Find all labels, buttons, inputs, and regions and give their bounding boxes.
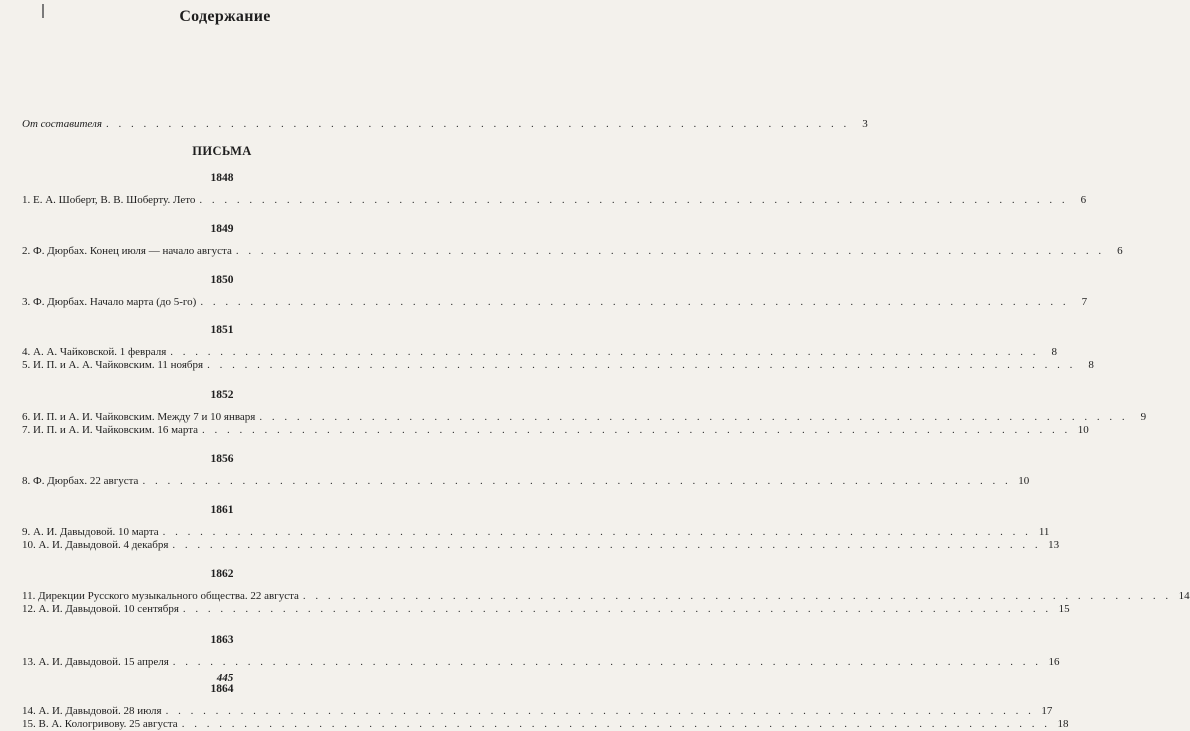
toc-entry [22, 296, 1088, 309]
year-group [22, 567, 1190, 616]
year-group [22, 388, 1147, 437]
toc-entry-label: 1. Е. А. Шоберт, В. В. Шоберту. Лето [22, 194, 196, 206]
toc-entry-page: 3 [862, 118, 868, 130]
leader-dots: . . . . . . . . . . . . . . . . . . . . . . . . . . . . . . . . . . . . . . . . . . . . . . . . . . . . . . . . . . . . . . . . . . . . . . [235, 245, 1105, 257]
toc-entry-page: 17 [1041, 705, 1053, 717]
toc-entry-label: 7. И. П. и А. И. Чайковским. 16 марта [22, 424, 199, 436]
leader-dots: . . . . . . . . . . . . . . . . . . . . . . . . . . . . . . . . . . . . . . . . . . . . . . . . . . . . . . . . . . . . . . . . . . . . . . [302, 590, 1172, 602]
year-heading: 1862 [210, 568, 234, 580]
year-group [22, 452, 1030, 488]
year-heading: 1851 [210, 324, 234, 336]
toc-entry-label: 4. А. А. Чайковской. 1 февраля [22, 346, 167, 358]
leader-dots: . . . . . . . . . . . . . . . . . . . . . . . . . . . . . . . . . . . . . . . . . . . . . . . . . . . . . . . . . . . . . . . . . . . . . . [165, 705, 1035, 717]
toc-entry-label: 5. И. П. и А. А. Чайковским. 11 ноября [22, 359, 204, 371]
table-of-contents [22, 118, 1190, 731]
toc-year-groups [22, 171, 1190, 731]
toc-entry [22, 590, 1190, 603]
toc-entry-label: 8. Ф. Дюрбах. 22 августа [22, 475, 139, 487]
leader-dots: . . . . . . . . . . . . . . . . . . . . . . . . . . . . . . . . . . . . . . . . . . . . . . . . . . . . . . . . . . . . . . . . . . . . . . [202, 424, 1071, 436]
year-heading: 1849 [210, 223, 234, 235]
toc-entry-page: 6 [1080, 194, 1087, 206]
year-heading: 1863 [210, 634, 234, 646]
year-group [22, 222, 1123, 258]
toc-entry [22, 424, 1089, 437]
toc-entry-label: 12. А. И. Давыдовой. 10 сентября [22, 603, 179, 615]
toc-entry-page: 18 [1057, 718, 1069, 730]
toc-entry-label: 15. В. А. Кологривову. 25 августа [22, 718, 178, 730]
toc-entry-label: 6. И. П. и А. И. Чайковским. Между 7 и 10 января [22, 411, 256, 423]
year-group [22, 273, 1088, 309]
year-heading: 1864 [210, 683, 234, 695]
leader-dots: . . . . . . . . . . . . . . . . . . . . . . . . . . . . . . . . . . . . . . . . . . . . . . . . . . . . . . . . . . . . . . . . . . . . . . [199, 194, 1069, 206]
toc-entry-label: 13. А. И. Давыдовой. 15 апреля [22, 656, 169, 668]
leader-dots: . . . . . . . . . . . . . . . . . . . . . . . . . . . . . . . . . . . . . . . . . . . . . . . . . . . . . . . . . . . . [105, 118, 850, 130]
toc-entry [22, 603, 1070, 616]
leader-dots: . . . . . . . . . . . . . . . . . . . . . . . . . . . . . . . . . . . . . . . . . . . . . . . . . . . . . . . . . . . . . . . . . . . . . . [142, 475, 1012, 487]
leader-dots: . . . . . . . . . . . . . . . . . . . . . . . . . . . . . . . . . . . . . . . . . . . . . . . . . . . . . . . . . . . . . . . . . . . . . . [172, 539, 1042, 551]
leader-dots: . . . . . . . . . . . . . . . . . . . . . . . . . . . . . . . . . . . . . . . . . . . . . . . . . . . . . . . . . . . . . . . . . . . . . . [170, 346, 1040, 358]
toc-entry [22, 411, 1147, 424]
toc-entry-page: 11 [1038, 526, 1050, 538]
toc-entry [22, 705, 1053, 718]
toc-entry-page: 6 [1117, 245, 1123, 257]
leader-dots: . . . . . . . . . . . . . . . . . . . . . . . . . . . . . . . . . . . . . . . . . . . . . . . . . . . . . . . . . . . . . . . . . . . . . . [200, 296, 1070, 308]
toc-entry-label: 11. Дирекции Русского музыкального общества. 22 августа [22, 590, 299, 602]
year-group [22, 682, 1069, 731]
toc-entry-label: 3. Ф. Дюрбах. Начало марта (до 5-го) [22, 296, 197, 308]
toc-entry [22, 245, 1123, 258]
toc-entry-page: 7 [1081, 296, 1088, 308]
toc-entry-page: 10 [1077, 424, 1089, 436]
leader-dots: . . . . . . . . . . . . . . . . . . . . . . . . . . . . . . . . . . . . . . . . . . . . . . . . . . . . . . . . . . . . . . . . . . . . . . [181, 718, 1051, 730]
page-title: Содержание [179, 8, 271, 25]
toc-entry [22, 359, 1094, 372]
toc-entry [22, 656, 1060, 669]
leader-dots: . . . . . . . . . . . . . . . . . . . . . . . . . . . . . . . . . . . . . . . . . . . . . . . . . . . . . . . . . . . . . . . . . . . . . . [182, 603, 1052, 615]
toc-entry-preface [22, 118, 868, 131]
toc-entry [22, 346, 1058, 359]
leader-dots: . . . . . . . . . . . . . . . . . . . . . . . . . . . . . . . . . . . . . . . . . . . . . . . . . . . . . . . . . . . . . . . . . . . . . . [172, 656, 1042, 668]
toc-entry-label: 2. Ф. Дюрбах. Конец июля — начало августа [22, 245, 232, 257]
year-heading: 1861 [210, 504, 234, 516]
toc-entry-page: 13 [1048, 539, 1060, 551]
section-heading: ПИСЬМА [192, 144, 252, 158]
year-group [22, 633, 1060, 669]
toc-entry-page: 14 [1178, 590, 1190, 602]
toc-entry [22, 475, 1030, 488]
year-group [22, 323, 1094, 372]
leader-dots: . . . . . . . . . . . . . . . . . . . . . . . . . . . . . . . . . . . . . . . . . . . . . . . . . . . . . . . . . . . . . . . . . . . . . . [259, 411, 1129, 423]
toc-entry-label: 9. А. И. Давыдовой. 10 марта [22, 526, 159, 538]
year-heading: 1850 [210, 274, 234, 286]
toc-entry [22, 718, 1069, 731]
toc-entry [22, 194, 1087, 207]
year-group [22, 503, 1060, 552]
leader-dots: . . . . . . . . . . . . . . . . . . . . . . . . . . . . . . . . . . . . . . . . . . . . . . . . . . . . . . . . . . . . . . . . . . . . . . [162, 526, 1032, 538]
toc-entry-page: 8 [1051, 346, 1058, 358]
toc-entry-page: 16 [1048, 656, 1060, 668]
toc-entry-label: 10. А. И. Давыдовой. 4 декабря [22, 539, 169, 551]
leader-dots: . . . . . . . . . . . . . . . . . . . . . . . . . . . . . . . . . . . . . . . . . . . . . . . . . . . . . . . . . . . . . . . . . . . . . . [207, 359, 1076, 371]
toc-entry-label: От составителя [22, 118, 102, 130]
toc-entry-page: 9 [1140, 411, 1147, 423]
year-heading: 1856 [210, 453, 234, 465]
year-group [22, 171, 1087, 207]
year-heading: 1852 [210, 389, 234, 401]
toc-entry-page: 8 [1088, 359, 1094, 371]
page-number: 445 [216, 672, 234, 684]
toc-entry [22, 539, 1060, 552]
year-heading: 1848 [210, 172, 234, 184]
toc-entry [22, 526, 1050, 539]
toc-entry-label: 14. А. И. Давыдовой. 28 июля [22, 705, 162, 717]
toc-entry-page: 15 [1058, 603, 1070, 615]
toc-entry-page: 10 [1018, 475, 1030, 487]
